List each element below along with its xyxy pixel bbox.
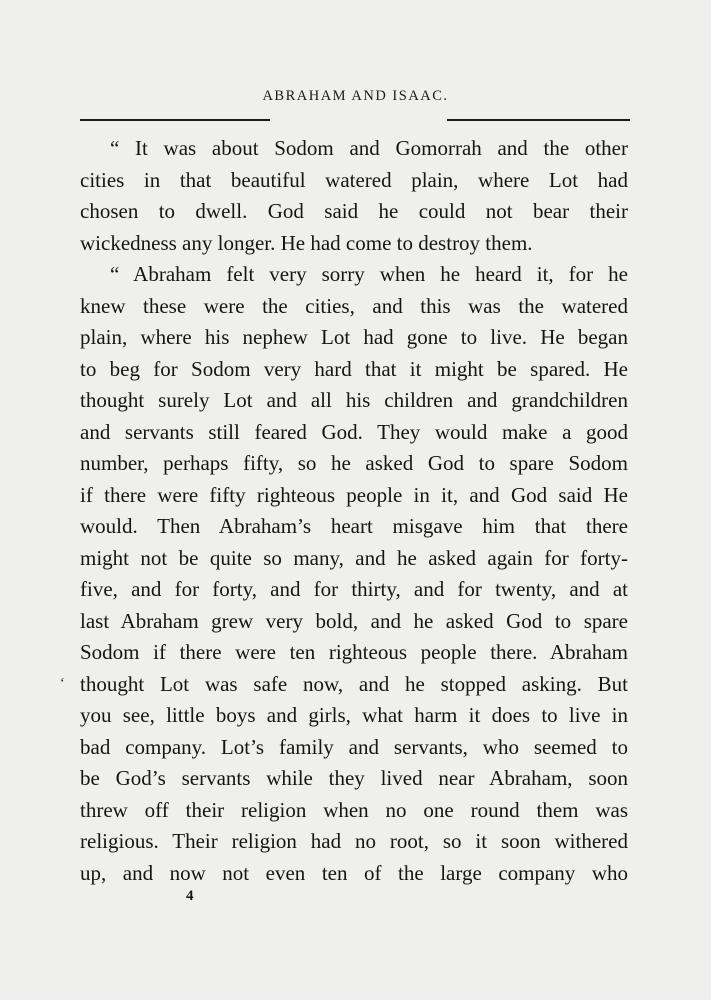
text-line: bad company. Lot’s family and servants, who seemed to — [80, 734, 628, 759]
text-line: and servants still feared God. They would make a good — [80, 419, 628, 444]
text-line: “ Abraham felt very sorry when he heard it, for he — [110, 262, 628, 286]
text-line: number, perhaps fifty, so he asked God to spare Sodom — [80, 451, 628, 475]
text-line: last Abraham grew very bold, and he asked God to spare — [80, 608, 628, 633]
text-line: “ It was about Sodom and Gomorrah and the other — [110, 136, 628, 160]
text-line: would. Then Abraham’s heart misgave him that there — [80, 514, 628, 538]
signature-mark: 4 — [186, 888, 194, 904]
text-line: wickedness any longer. He had come to destroy them. — [80, 230, 533, 255]
text-line: might not be quite so many, and he asked again for forty- — [80, 545, 628, 570]
text-line: you see, little boys and girls, what harm it does to live in — [80, 703, 628, 727]
text-line: religious. Their religion had no root, so it soon withered — [80, 829, 628, 853]
body-text — [80, 133, 628, 889]
text-line: be God’s servants while they lived near Abraham, soon — [80, 766, 628, 790]
text-line: to beg for Sodom very hard that it might be spared. He — [80, 356, 628, 381]
header-rule-left — [80, 119, 270, 121]
text-line: five, and for forty, and for thirty, and for twenty, and at — [80, 577, 628, 601]
text-line: up, and now not even ten of the large company who — [80, 860, 628, 885]
text-line: thought Lot was safe now, and he stopped asking. But — [80, 671, 628, 696]
text-line: threw off their religion when no one round them was — [80, 797, 628, 822]
text-line: chosen to dwell. God said he could not bear their — [80, 199, 628, 223]
header-rule-right — [447, 119, 630, 121]
text-line: cities in that beautiful watered plain, where Lot had — [80, 167, 628, 192]
text-line: knew these were the cities, and this was the watered — [80, 293, 628, 318]
text-line: plain, where his nephew Lot had gone to live. He began — [80, 325, 628, 349]
running-title: ABRAHAM AND ISAAC. — [262, 88, 449, 104]
text-line: if there were fifty righteous people in it, and God said He — [80, 482, 628, 507]
margin-mark: ‘ — [60, 676, 65, 691]
text-line: Sodom if there were ten righteous people there. Abraham — [80, 640, 628, 664]
text-line: thought surely Lot and all his children and grandchildren — [80, 388, 628, 412]
